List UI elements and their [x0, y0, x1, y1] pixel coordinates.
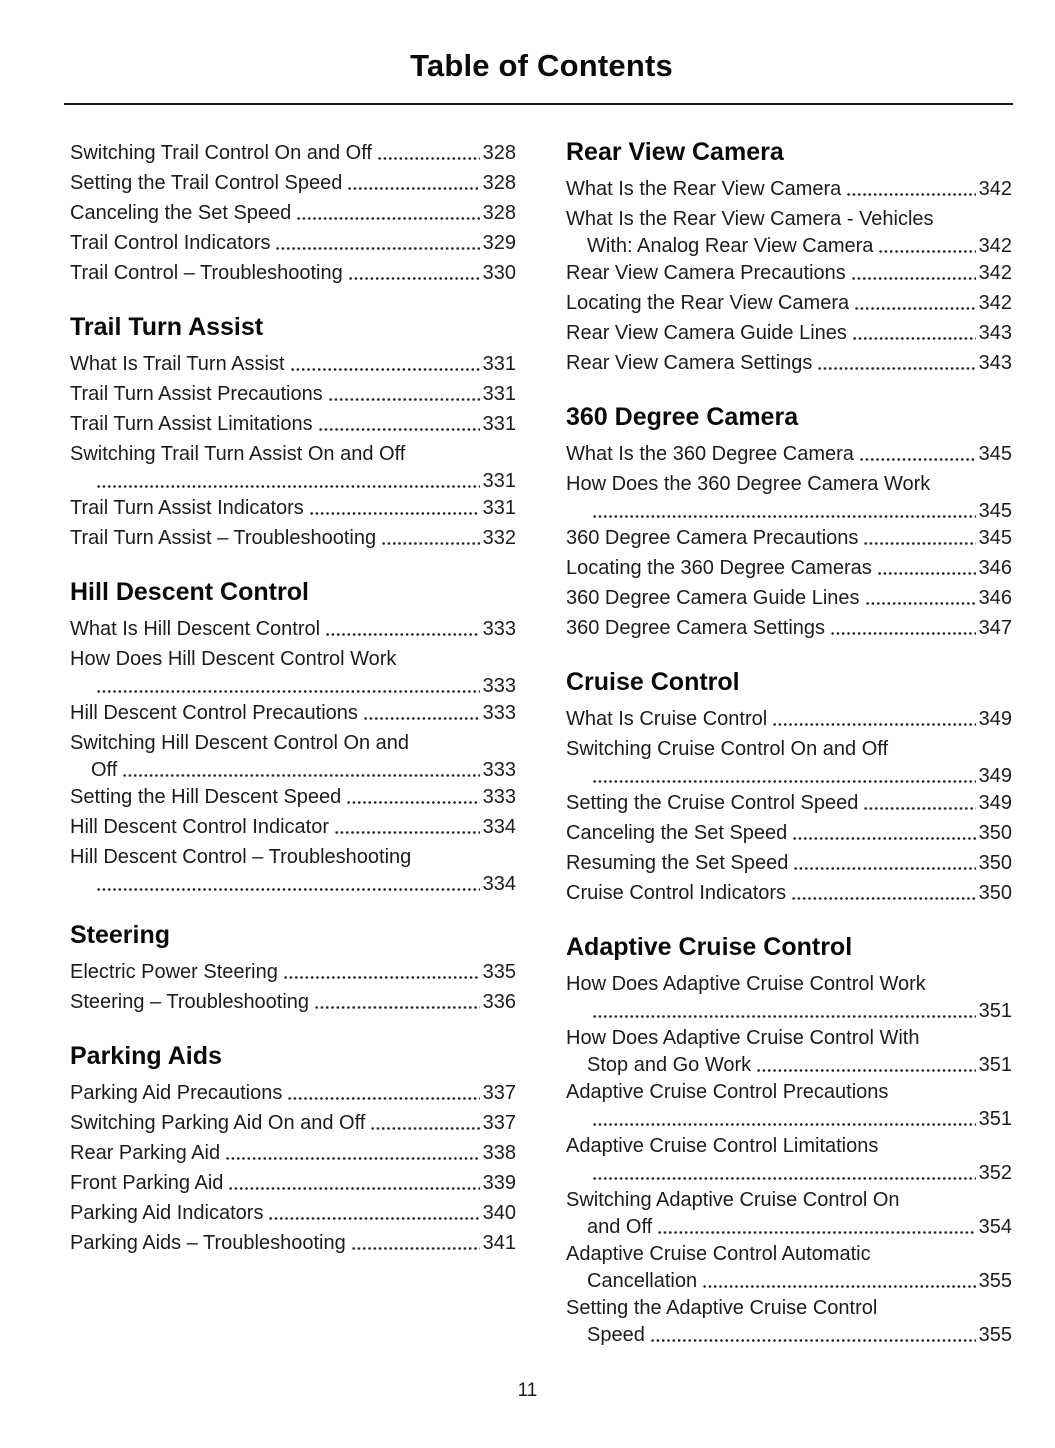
- section-heading: Hill Descent Control: [70, 578, 309, 606]
- entry-text: Trail Turn Assist Limitations: [70, 413, 313, 435]
- entry-text: What Is Hill Descent Control: [70, 618, 321, 640]
- page-number: 11: [517, 1380, 538, 1401]
- dot-leader: [122, 758, 479, 782]
- entry-text-line1: Switching Trail Turn Assist On and Off: [70, 443, 406, 465]
- entry-leader-line: [70, 1078, 516, 1108]
- dot-leader: [268, 1198, 479, 1228]
- toc-entry: [566, 969, 1012, 1023]
- toc-entry: [566, 848, 1012, 878]
- entry-text: Setting the Trail Control Speed: [70, 172, 343, 194]
- toc-entry: [70, 1198, 516, 1228]
- toc-entry: [70, 1138, 516, 1168]
- entry-text: What Is Trail Turn Assist: [70, 353, 285, 375]
- title-divider: [64, 103, 1013, 105]
- entry-leader-line: [70, 758, 516, 782]
- entry-leader-line: [70, 1108, 516, 1138]
- dot-leader: [878, 234, 975, 258]
- entry-page-number: 342: [978, 292, 1012, 314]
- entry-leader-line: [70, 523, 516, 553]
- entry-text-line2: Speed: [587, 1324, 645, 1346]
- entry-leader-line: [70, 198, 516, 228]
- toc-entry: [566, 788, 1012, 818]
- entry-leader-line: [566, 318, 1012, 348]
- toc-entry: [70, 957, 516, 987]
- entry-text: Resuming the Set Speed: [566, 852, 789, 874]
- dot-leader: [318, 409, 480, 439]
- entry-leader-line: [70, 228, 516, 258]
- entry-page-number: 343: [978, 322, 1012, 344]
- entry-leader-line: [566, 848, 1012, 878]
- toc-column-right: [566, 138, 1012, 1347]
- toc-entry: [70, 1168, 516, 1198]
- entry-page-number: 330: [482, 262, 516, 284]
- toc-entry: [70, 168, 516, 198]
- dot-leader: [863, 523, 975, 553]
- toc-entry: [566, 439, 1012, 469]
- toc-section: [566, 933, 1012, 1347]
- toc-section: [70, 313, 516, 553]
- section-heading: Rear View Camera: [566, 138, 784, 166]
- dot-leader: [328, 379, 480, 409]
- toc-entry: [70, 1228, 516, 1258]
- entry-leader-line: [70, 614, 516, 644]
- dot-leader: [314, 987, 480, 1017]
- entry-page-number: 338: [482, 1142, 516, 1164]
- toc-entry: [566, 818, 1012, 848]
- entry-text-line1: How Does Hill Descent Control Work: [70, 648, 397, 670]
- toc-entry: [70, 439, 516, 493]
- dot-leader: [348, 258, 480, 288]
- entry-text-line1: Switching Cruise Control On and Off: [566, 738, 889, 760]
- entry-text: 360 Degree Camera Settings: [566, 617, 826, 639]
- toc-section: [566, 668, 1012, 908]
- entry-leader-line: [566, 1215, 1012, 1239]
- entry-leader-line: [70, 1228, 516, 1258]
- toc-columns: [70, 138, 1013, 1347]
- section-heading: Steering: [70, 921, 171, 949]
- entry-page-number: 337: [482, 1112, 516, 1134]
- entry-page-number: 341: [482, 1232, 516, 1254]
- entry-leader-line: [70, 957, 516, 987]
- entry-leader-line: [70, 1138, 516, 1168]
- entry-text-line2: and Off: [587, 1216, 653, 1238]
- toc-entry: [566, 469, 1012, 523]
- entry-page-number: 346: [978, 587, 1012, 609]
- entry-text: Switching Trail Control On and Off: [70, 142, 372, 164]
- entry-text: Rear View Camera Guide Lines: [566, 322, 847, 344]
- entry-text-line2: With: Analog Rear View Camera: [587, 235, 874, 257]
- toc-entry: [70, 728, 516, 782]
- entry-page-number: 342: [978, 235, 1012, 257]
- entry-leader-line: [70, 812, 516, 842]
- dot-leader: [96, 469, 480, 493]
- dot-leader: [859, 439, 976, 469]
- dot-leader: [854, 288, 976, 318]
- entry-leader-line: [566, 553, 1012, 583]
- entry-page-number: 349: [978, 792, 1012, 814]
- toc-entry: [566, 348, 1012, 378]
- toc-section: [70, 921, 516, 1017]
- entry-leader-line: [70, 872, 516, 896]
- entry-page-number: 331: [482, 470, 516, 492]
- toc-entry: [70, 1078, 516, 1108]
- toc-entry: [70, 409, 516, 439]
- entry-leader-line: [70, 168, 516, 198]
- entry-leader-line: [566, 174, 1012, 204]
- dot-leader: [592, 1161, 976, 1185]
- toc-entry: [70, 228, 516, 258]
- entry-text: What Is the Rear View Camera: [566, 178, 842, 200]
- dot-leader: [852, 318, 976, 348]
- entry-text: Canceling the Set Speed: [566, 822, 788, 844]
- entry-text-line1: How Does Adaptive Cruise Control With: [566, 1027, 920, 1049]
- toc-entry: [70, 349, 516, 379]
- entry-page-number: 334: [482, 873, 516, 895]
- dot-leader: [377, 138, 480, 168]
- toc-entry: [566, 583, 1012, 613]
- entry-leader-line: [566, 999, 1012, 1023]
- dot-leader: [334, 812, 480, 842]
- entry-page-number: 335: [482, 961, 516, 983]
- toc-entry: [566, 878, 1012, 908]
- dot-leader: [865, 583, 976, 613]
- entry-page-number: 342: [978, 262, 1012, 284]
- dot-leader: [851, 258, 976, 288]
- toc-entry: [566, 204, 1012, 258]
- entry-text-line2: Stop and Go Work: [587, 1054, 752, 1076]
- entry-leader-line: [566, 1053, 1012, 1077]
- dot-leader: [290, 349, 480, 379]
- entry-text: Hill Descent Control Precautions: [70, 702, 358, 724]
- entry-text: Setting the Cruise Control Speed: [566, 792, 859, 814]
- toc-section: [566, 403, 1012, 643]
- entry-leader-line: [566, 818, 1012, 848]
- entry-text: Parking Aid Indicators: [70, 1202, 264, 1224]
- toc-entry: [70, 842, 516, 896]
- dot-leader: [791, 878, 976, 908]
- entry-page-number: 349: [978, 765, 1012, 787]
- toc-entry: [70, 138, 516, 168]
- dot-leader: [792, 818, 975, 848]
- page-title: Table of Contents: [410, 48, 673, 83]
- section-heading: Trail Turn Assist: [70, 313, 264, 341]
- entry-page-number: 347: [978, 617, 1012, 639]
- dot-leader: [877, 553, 976, 583]
- toc-entry: [566, 1293, 1012, 1347]
- toc-entry: [566, 553, 1012, 583]
- entry-text-line1: Switching Hill Descent Control On and: [70, 732, 410, 754]
- entry-text-line2: Off: [91, 759, 118, 781]
- entry-leader-line: [566, 499, 1012, 523]
- entry-page-number: 331: [482, 497, 516, 519]
- entry-text: What Is the 360 Degree Camera: [566, 443, 854, 465]
- toc-entry: [566, 1023, 1012, 1077]
- dot-leader: [846, 174, 975, 204]
- entry-text: Locating the 360 Degree Cameras: [566, 557, 872, 579]
- entry-leader-line: [566, 764, 1012, 788]
- entry-text-line1: Setting the Adaptive Cruise Control: [566, 1297, 878, 1319]
- dot-leader: [347, 168, 479, 198]
- dot-leader: [225, 1138, 480, 1168]
- entry-leader-line: [566, 878, 1012, 908]
- entry-page-number: 355: [978, 1324, 1012, 1346]
- entry-page-number: 333: [482, 759, 516, 781]
- entry-page-number: 334: [482, 816, 516, 838]
- toc-entry: [70, 614, 516, 644]
- entry-page-number: 336: [482, 991, 516, 1013]
- entry-text: Cruise Control Indicators: [566, 882, 787, 904]
- toc-entry: [566, 704, 1012, 734]
- dot-leader: [96, 872, 480, 896]
- toc-entry: [70, 644, 516, 698]
- entry-leader-line: [566, 583, 1012, 613]
- dot-leader: [275, 228, 479, 258]
- toc-section: [70, 578, 516, 896]
- entry-leader-line: [566, 1107, 1012, 1131]
- toc-column-left: [70, 138, 516, 1347]
- entry-text: Trail Turn Assist Precautions: [70, 383, 323, 405]
- entry-leader-line: [566, 439, 1012, 469]
- entry-page-number: 332: [482, 527, 516, 549]
- entry-text: What Is Cruise Control: [566, 708, 768, 730]
- entry-text-line1: What Is the Rear View Camera - Vehicles: [566, 208, 934, 230]
- entry-leader-line: [566, 348, 1012, 378]
- entry-text: Trail Turn Assist Indicators: [70, 497, 304, 519]
- entry-leader-line: [70, 698, 516, 728]
- dot-leader: [772, 704, 975, 734]
- section-heading: 360 Degree Camera: [566, 403, 799, 431]
- entry-text-line1: Hill Descent Control – Troubleshooting: [70, 846, 412, 868]
- entry-leader-line: [70, 409, 516, 439]
- toc-entry: [566, 174, 1012, 204]
- entry-leader-line: [566, 613, 1012, 643]
- entry-text: Rear View Camera Precautions: [566, 262, 846, 284]
- document-header: [70, 48, 1013, 105]
- entry-text-line1: Switching Adaptive Cruise Control On: [566, 1189, 900, 1211]
- entry-leader-line: [70, 469, 516, 493]
- dot-leader: [657, 1215, 975, 1239]
- entry-page-number: 328: [482, 172, 516, 194]
- entry-page-number: 340: [482, 1202, 516, 1224]
- dot-leader: [863, 788, 975, 818]
- entry-page-number: 352: [978, 1162, 1012, 1184]
- toc-entry: [566, 258, 1012, 288]
- toc-entry: [566, 318, 1012, 348]
- entry-leader-line: [70, 493, 516, 523]
- entry-page-number: 328: [482, 202, 516, 224]
- entry-leader-line: [70, 138, 516, 168]
- toc-entry: [70, 987, 516, 1017]
- entry-page-number: 350: [978, 822, 1012, 844]
- entry-page-number: 333: [482, 786, 516, 808]
- toc-entry: [566, 1185, 1012, 1239]
- entry-page-number: 331: [482, 383, 516, 405]
- entry-page-number: 331: [482, 413, 516, 435]
- dot-leader: [702, 1269, 976, 1293]
- entry-text: Switching Parking Aid On and Off: [70, 1112, 366, 1134]
- entry-leader-line: [566, 1269, 1012, 1293]
- dot-leader: [370, 1108, 479, 1138]
- toc-entry: [566, 1077, 1012, 1131]
- dot-leader: [592, 499, 976, 523]
- entry-page-number: 329: [482, 232, 516, 254]
- entry-text: Trail Turn Assist – Troubleshooting: [70, 527, 377, 549]
- dot-leader: [283, 957, 480, 987]
- entry-text: Trail Control Indicators: [70, 232, 271, 254]
- entry-page-number: 328: [482, 142, 516, 164]
- entry-text: Parking Aid Precautions: [70, 1082, 283, 1104]
- entry-page-number: 345: [978, 443, 1012, 465]
- entry-page-number: 342: [978, 178, 1012, 200]
- dot-leader: [96, 674, 480, 698]
- toc-section: [566, 138, 1012, 378]
- toc-entry: [70, 782, 516, 812]
- entry-leader-line: [70, 258, 516, 288]
- toc-entry: [70, 379, 516, 409]
- entry-page-number: 350: [978, 852, 1012, 874]
- section-heading: Adaptive Cruise Control: [566, 933, 853, 961]
- entry-page-number: 339: [482, 1172, 516, 1194]
- entry-text: Front Parking Aid: [70, 1172, 224, 1194]
- entry-text: Rear Parking Aid: [70, 1142, 221, 1164]
- entry-text: 360 Degree Camera Precautions: [566, 527, 859, 549]
- entry-page-number: 351: [978, 1054, 1012, 1076]
- document-footer: [0, 1380, 1055, 1402]
- dot-leader: [228, 1168, 479, 1198]
- entry-page-number: 351: [978, 1000, 1012, 1022]
- entry-text-line1: Adaptive Cruise Control Limitations: [566, 1135, 879, 1157]
- entry-page-number: 333: [482, 675, 516, 697]
- dot-leader: [817, 348, 975, 378]
- toc-entry: [70, 523, 516, 553]
- toc-entry: [566, 1131, 1012, 1185]
- entry-text-line2: Cancellation: [587, 1270, 698, 1292]
- entry-page-number: 345: [978, 527, 1012, 549]
- entry-page-number: 333: [482, 618, 516, 640]
- toc-entry: [566, 734, 1012, 788]
- entry-leader-line: [70, 987, 516, 1017]
- entry-leader-line: [566, 234, 1012, 258]
- entry-text: Steering – Troubleshooting: [70, 991, 310, 1013]
- entry-page-number: 351: [978, 1108, 1012, 1130]
- toc-entry: [566, 613, 1012, 643]
- entry-page-number: 350: [978, 882, 1012, 904]
- entry-text: 360 Degree Camera Guide Lines: [566, 587, 860, 609]
- toc-entry: [70, 258, 516, 288]
- toc-entry: [566, 523, 1012, 553]
- dot-leader: [592, 1107, 976, 1131]
- entry-text: Trail Control – Troubleshooting: [70, 262, 343, 284]
- entry-text-line1: Adaptive Cruise Control Precautions: [566, 1081, 889, 1103]
- entry-leader-line: [566, 788, 1012, 818]
- entry-page-number: 349: [978, 708, 1012, 730]
- dot-leader: [325, 614, 480, 644]
- entry-text: Canceling the Set Speed: [70, 202, 292, 224]
- entry-text-line1: How Does Adaptive Cruise Control Work: [566, 973, 926, 995]
- entry-page-number: 331: [482, 353, 516, 375]
- entry-text: Electric Power Steering: [70, 961, 278, 983]
- entry-leader-line: [70, 674, 516, 698]
- toc-entry: [566, 1239, 1012, 1293]
- toc-entry: [566, 288, 1012, 318]
- toc-section: [70, 138, 516, 288]
- entry-text: Setting the Hill Descent Speed: [70, 786, 342, 808]
- entry-text: Rear View Camera Settings: [566, 352, 813, 374]
- entry-leader-line: [70, 379, 516, 409]
- dot-leader: [363, 698, 480, 728]
- entry-text: Hill Descent Control Indicator: [70, 816, 329, 838]
- entry-leader-line: [566, 288, 1012, 318]
- entry-page-number: 333: [482, 702, 516, 724]
- entry-page-number: 346: [978, 557, 1012, 579]
- entry-page-number: 354: [978, 1216, 1012, 1238]
- dot-leader: [592, 999, 976, 1023]
- dot-leader: [756, 1053, 975, 1077]
- dot-leader: [830, 613, 976, 643]
- entry-leader-line: [566, 1161, 1012, 1185]
- entry-leader-line: [566, 258, 1012, 288]
- entry-leader-line: [566, 523, 1012, 553]
- entry-leader-line: [566, 1323, 1012, 1347]
- toc-entry: [70, 198, 516, 228]
- toc-entry: [70, 812, 516, 842]
- entry-text-line1: How Does the 360 Degree Camera Work: [566, 473, 931, 495]
- dot-leader: [309, 493, 480, 523]
- entry-leader-line: [566, 704, 1012, 734]
- entry-page-number: 355: [978, 1270, 1012, 1292]
- entry-leader-line: [70, 1168, 516, 1198]
- toc-section: [70, 1042, 516, 1258]
- toc-entry: [70, 698, 516, 728]
- dot-leader: [381, 523, 480, 553]
- dot-leader: [650, 1323, 976, 1347]
- entry-leader-line: [70, 349, 516, 379]
- dot-leader: [346, 782, 479, 812]
- section-heading: Cruise Control: [566, 668, 740, 696]
- entry-page-number: 337: [482, 1082, 516, 1104]
- dot-leader: [351, 1228, 480, 1258]
- entry-text-line1: Adaptive Cruise Control Automatic: [566, 1243, 871, 1265]
- section-heading: Parking Aids: [70, 1042, 222, 1070]
- entry-text: Parking Aids – Troubleshooting: [70, 1232, 346, 1254]
- dot-leader: [296, 198, 479, 228]
- entry-page-number: 343: [978, 352, 1012, 374]
- dot-leader: [793, 848, 975, 878]
- entry-text: Locating the Rear View Camera: [566, 292, 850, 314]
- entry-leader-line: [70, 782, 516, 812]
- dot-leader: [592, 764, 976, 788]
- toc-entry: [70, 493, 516, 523]
- entry-page-number: 345: [978, 500, 1012, 522]
- toc-entry: [70, 1108, 516, 1138]
- dot-leader: [287, 1078, 479, 1108]
- entry-leader-line: [70, 1198, 516, 1228]
